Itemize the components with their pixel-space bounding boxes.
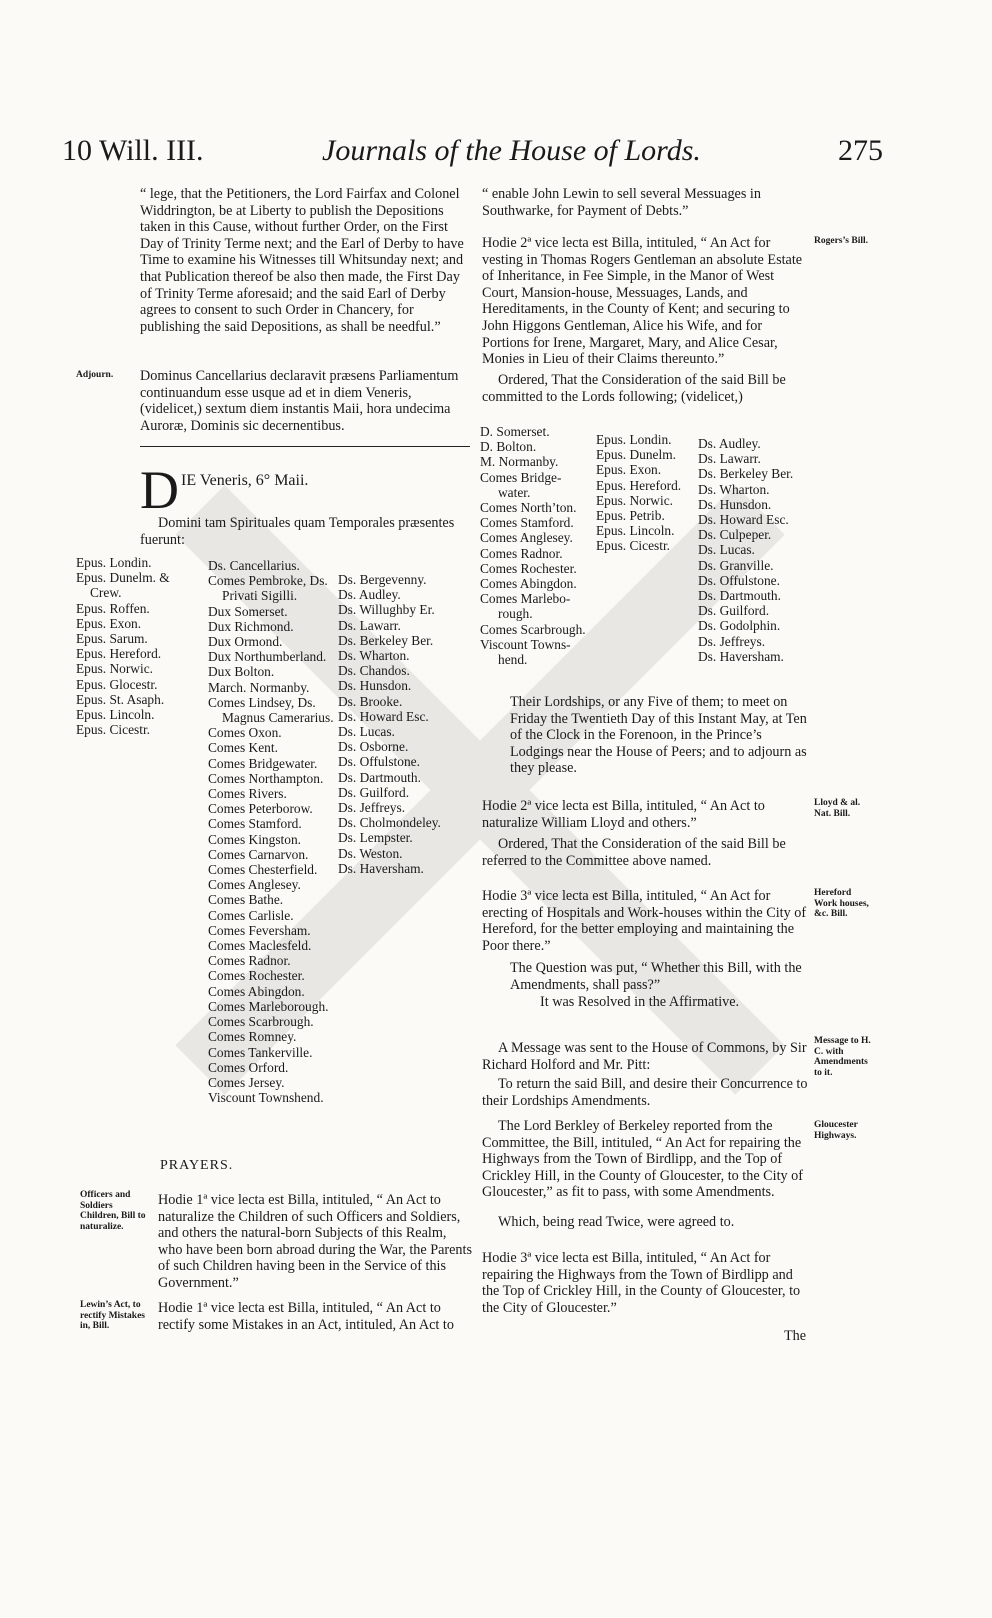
list-item: Dux Ormond.	[208, 634, 283, 650]
domini-line: Domini tam Spirituales quam Temporales præsentes fuerunt:	[140, 515, 455, 548]
day-heading	[140, 460, 470, 520]
barons-list	[338, 572, 473, 876]
list-item: Comes Stamford.	[480, 515, 574, 531]
margin-note-adjourn: Adjourn.	[76, 370, 114, 380]
list-item: Epus. Glocestr.	[76, 676, 158, 692]
list-item: Epus. Petrib.	[596, 508, 665, 524]
list-item: Comes Chesterfield.	[208, 862, 318, 878]
list-item: Epus. Lincoln.	[76, 707, 155, 723]
committee-list-barons	[698, 436, 816, 664]
list-item: Ds. Audley.	[698, 436, 761, 451]
question-paragraph: The Question was put, “ Whether this Bill, with the Amendments, shall pass?”	[510, 960, 802, 993]
ordered-committee: Ordered, That the Consideration of the said Bill be committed to the Lords following; (videlicet,)	[482, 372, 786, 405]
margin-note-hereford: Hereford Work houses, &c. Bill.	[814, 888, 869, 919]
lewin-continuation: “ enable John Lewin to sell several Messuages in Southwarke, for Payment of Debts.”	[482, 186, 761, 219]
list-item: Ds. Willughby Er.	[338, 602, 435, 618]
margin-note-officers: Officers and Soldiers Children, Bill to naturalize.	[80, 1190, 146, 1232]
list-item: Dux Richmond.	[208, 618, 294, 634]
list-item: Comes Kingston.	[208, 831, 301, 847]
list-item: Epus. Lincoln.	[596, 523, 675, 539]
list-item: Ds. Howard Esc.	[698, 512, 789, 528]
list-item: Comes Bridge-	[480, 469, 562, 485]
list-item: Comes Bridgewater.	[208, 755, 318, 771]
list-item: water.	[498, 484, 531, 500]
list-item: Comes Peterborow.	[208, 801, 313, 817]
list-item: Comes Bathe.	[208, 892, 284, 908]
list-item: Ds. Hunsdon.	[698, 496, 772, 512]
list-item: Ds. Brooke.	[338, 693, 403, 709]
list-item: Comes Feversham.	[208, 922, 311, 938]
list-item: Ds. Howard Esc.	[338, 708, 429, 724]
return-paragraph: To return the said Bill, and desire their Concurrence to their Lordships Amendments.	[482, 1076, 808, 1109]
list-item: Ds. Lawarr.	[698, 451, 761, 467]
list-item: Ds. Wharton.	[338, 648, 410, 664]
list-item: Ds. Wharton.	[698, 481, 770, 497]
list-item: Epus. Norwic.	[596, 492, 673, 508]
list-item: Ds. Audley.	[338, 587, 401, 603]
list-item: Ds. Granville.	[698, 557, 774, 573]
catchword: The	[784, 1328, 807, 1344]
list-item: Epus. Cicestr.	[596, 538, 671, 554]
list-item: Comes Abingdon.	[208, 983, 305, 999]
list-item: Epus. Hereford.	[76, 646, 162, 662]
list-item: Ds. Jeffreys.	[338, 800, 406, 816]
message-paragraph: A Message was sent to the House of Commons, by Sir Richard Holford and Mr. Pitt:	[482, 1040, 807, 1073]
intro-paragraph: “ lege, that the Petitioners, the Lord Fairfax and Colonel Widdrington, be at Liberty to publish the Depositions taken in this Cause, without further Order, on the First Day of Trinity Terme next; and the Earl of Derby to have Time to examine his Witnesses till Whitsunday next; and that Publication thereof be also then made, the First Day of Trinity Terme aforesaid; and the said Earl of Derby agrees to consent to such Order in Chancery, for publishing the said Depositions, as shall be needful.”	[140, 186, 464, 335]
list-item: Comes Maclesfeld.	[208, 938, 312, 954]
header-regnal-year: 10 Will. III.	[62, 134, 204, 167]
list-item: Epus. Sarum.	[76, 631, 148, 647]
section-rule	[140, 446, 470, 447]
list-item: Comes Anglesey.	[480, 530, 573, 546]
list-item: Ds. Haversham.	[698, 648, 784, 664]
list-item: Comes Scarbrough.	[208, 1014, 314, 1030]
gloucester-paragraph: The Lord Berkley of Berkeley reported from the Committee, the Bill, intituled, “ An Act for repairing the Highways from the Town of Birdlipp, and the Top of Crickley Hill, in the County of Gloucester, to the City of Gloucester,” as fit to pass, with some Amendments.	[482, 1118, 803, 1201]
which-paragraph: Which, being read Twice, were agreed to.	[498, 1214, 735, 1230]
drop-cap: D	[140, 460, 179, 520]
list-item: Ds. Weston.	[338, 845, 403, 861]
list-item: Comes Marlebo-	[480, 591, 571, 607]
list-item: Ds. Osborne.	[338, 739, 409, 755]
list-item: Comes Kent.	[208, 740, 278, 756]
list-item: Epus. Cicestr.	[76, 722, 151, 738]
list-item: D. Somerset.	[480, 424, 550, 439]
lordships-paragraph: Their Lordships, or any Five of them; to meet on Friday the Twentieth Day of this Instant May, at Ten of the Clock in the Forenoon, in the Prince’s Lodgings near the House of Peers; and to adjourn as they please.	[510, 694, 807, 777]
list-item: Ds. Lempster.	[338, 830, 413, 846]
list-item: Ds. Haversham.	[338, 860, 424, 876]
lloyd-paragraph: Hodie 2ª vice lecta est Billa, intituled, “ An Act to naturalize William Lloyd and others.”	[482, 798, 765, 831]
list-item: Epus. Dunelm.	[596, 447, 676, 463]
list-item: Ds. Jeffreys.	[698, 633, 766, 649]
list-item: Ds. Berkeley Ber.	[338, 632, 434, 648]
list-item: Ds. Dartmouth.	[338, 769, 421, 785]
list-item: Comes Radnor.	[480, 545, 563, 561]
lewin-paragraph: Hodie 1ª vice lecta est Billa, intituled, “ An Act to rectify some Mistakes in an Act, intituled, An Act to	[158, 1300, 454, 1333]
list-item: Ds. Culpeper.	[698, 527, 772, 543]
list-item: Epus. Exon.	[76, 615, 142, 631]
list-item: Comes Anglesey.	[208, 877, 301, 893]
list-item: Comes Orford.	[208, 1059, 289, 1075]
margin-note-rogers: Rogers’s Bill.	[814, 236, 869, 246]
list-item: Comes Pembroke, Ds.	[208, 573, 328, 589]
bishops-list	[76, 555, 206, 737]
resolved-line: It was Resolved in the Affirmative.	[540, 994, 740, 1010]
list-item: Comes Scarbrough.	[480, 621, 586, 637]
list-item: Comes Carlisle.	[208, 907, 294, 923]
prayers-heading: PRAYERS.	[160, 1158, 234, 1173]
list-item: Comes Stamford.	[208, 816, 302, 832]
list-item: Epus. St. Asaph.	[76, 691, 165, 707]
list-item: Epus. Norwic.	[76, 661, 153, 677]
list-item: Epus. Londin.	[596, 432, 672, 447]
ordered-referred: Ordered, That the Consideration of the said Bill be referred to the Committee above named.	[482, 836, 786, 869]
list-item: Ds. Godolphin.	[698, 618, 781, 634]
list-item: Ds. Lawarr.	[338, 617, 401, 633]
list-item: Viscount Towns-	[480, 636, 571, 652]
list-item: Comes Carnarvon.	[208, 846, 309, 862]
officers-paragraph: Hodie 1ª vice lecta est Billa, intituled, “ An Act to naturalize the Children of such Officers and Soldiers, and others the natural-born Subjects of this Realm, who have been born abroad during the War, the Parents of such Children having been in the Service of this Government.”	[158, 1192, 472, 1291]
list-item: Comes North’ton.	[480, 500, 577, 516]
list-item: Ds. Hunsdon.	[338, 678, 412, 694]
list-item: rough.	[498, 606, 533, 622]
adjourn-paragraph: Dominus Cancellarius declaravit præsens Parliamentum continuandum esse usque ad et in diem Veneris, (videlicet,) sextum diem instantis Maii, hora undecima Auroræ, Dominis sic decernentibus.	[140, 368, 459, 434]
committee-list-temporal	[480, 424, 598, 667]
list-item: M. Normanby.	[480, 454, 559, 470]
list-item: Epus. Exon.	[596, 462, 662, 478]
list-item: Comes Northampton.	[208, 770, 324, 786]
hereford-paragraph: Hodie 3ª vice lecta est Billa, intituled, “ An Act for erecting of Hospitals and Work-houses within the City of Hereford, for the better employing and maintaining the Poor there.”	[482, 888, 807, 954]
list-item: Comes Abingdon.	[480, 576, 577, 592]
list-item: Epus. Hereford.	[596, 477, 682, 493]
list-item: Ds. Berkeley Ber.	[698, 466, 794, 482]
list-item: Comes Rochester.	[208, 968, 305, 984]
list-item: Comes Romney.	[208, 1029, 297, 1045]
list-item: Crew.	[90, 585, 122, 601]
margin-note-lloyd: Lloyd & al. Nat. Bill.	[814, 798, 861, 819]
list-item: Ds. Lucas.	[698, 542, 755, 558]
list-item: hend.	[498, 652, 528, 668]
list-item: D. Bolton.	[480, 439, 537, 455]
list-item: Comes Rochester.	[480, 560, 577, 576]
header-page-number: 275	[838, 134, 883, 167]
list-item: Epus. Roffen.	[76, 600, 150, 616]
list-item: Comes Oxon.	[208, 725, 282, 741]
list-item: Comes Radnor.	[208, 953, 291, 969]
list-item: Ds. Offulstone.	[698, 572, 780, 588]
margin-note-gloucester: Gloucester Highways.	[814, 1120, 858, 1141]
hodie3-paragraph: Hodie 3ª vice lecta est Billa, intituled, “ An Act for repairing the Highways from the Town of Birdlipp and the Top of Crickley Hill, in the County of Gloucester, to the City of Gloucester.”	[482, 1250, 801, 1316]
list-item: Viscount Townshend.	[208, 1090, 324, 1106]
list-item: Ds. Guilford.	[698, 603, 770, 619]
day-heading-text: IE Veneris, 6° Maii.	[181, 472, 309, 489]
committee-list-bishops	[596, 432, 696, 554]
list-item: Epus. Londin.	[76, 555, 152, 570]
list-item: Dux Northumberland.	[208, 649, 327, 665]
list-item: Comes Marleborough.	[208, 998, 329, 1014]
list-item: Ds. Cancellarius.	[208, 558, 300, 573]
list-item: Comes Jersey.	[208, 1074, 285, 1090]
list-item: Dux Bolton.	[208, 664, 275, 680]
list-item: Ds. Cholmondeley.	[338, 815, 441, 831]
list-item: Ds. Guilford.	[338, 784, 410, 800]
list-item: Ds. Chandos.	[338, 663, 410, 679]
list-item: Comes Rivers.	[208, 786, 287, 802]
list-item: March. Normanby.	[208, 679, 310, 695]
list-item: Epus. Dunelm. &	[76, 570, 170, 586]
list-item: Ds. Lucas.	[338, 724, 395, 740]
rogers-paragraph: Hodie 2ª vice lecta est Billa, intituled, “ An Act for vesting in Thomas Rogers Gentleman an absolute Estate of Inheritance, in Fee Simple, in the Manor of West Court, Mansion-house, Messuages, Lands, and Hereditaments, in the County of Kent; and securing to John Higgons Gentleman, Alice his Wife, and for Portions for Irene, Margaret, Mary, and Alice Cesar, Monies in Lieu of their Claims thereunto.”	[482, 235, 803, 368]
margin-note-lewin: Lewin’s Act, to rectify Mistakes in, Bill.	[80, 1300, 145, 1331]
list-item: Comes Tankerville.	[208, 1044, 313, 1060]
peers-list	[208, 558, 338, 1105]
header-title: Journals of the House of Lords.	[322, 134, 701, 167]
list-item: Privati Sigilli.	[222, 588, 298, 604]
list-item: Comes Lindsey, Ds.	[208, 694, 316, 710]
list-item: Dux Somerset.	[208, 603, 288, 619]
list-item: Ds. Dartmouth.	[698, 588, 781, 604]
margin-note-message: Message to H. C. with Amendments to it.	[814, 1036, 871, 1078]
list-item: Ds. Bergevenny.	[338, 572, 427, 587]
list-item: Ds. Offulstone.	[338, 754, 420, 770]
list-item: Magnus Camerarius.	[222, 710, 334, 726]
